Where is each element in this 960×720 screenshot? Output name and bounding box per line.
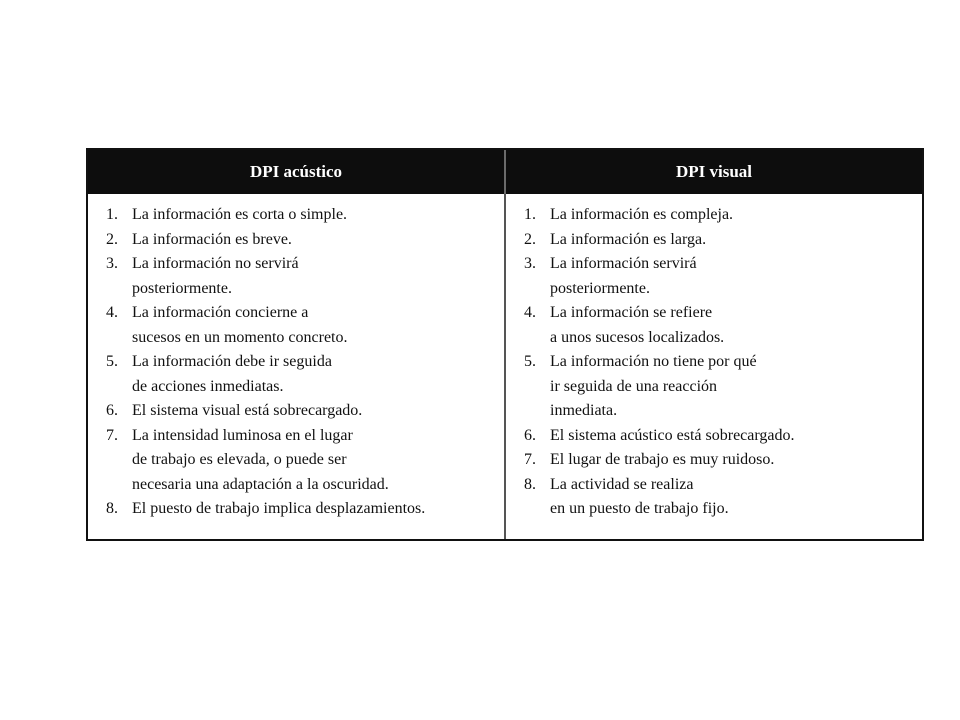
item-number: 3.: [106, 255, 118, 272]
item-number: 4.: [106, 304, 118, 321]
item-text: La información no servirá posteriormente.: [132, 255, 299, 297]
table-header-row: [88, 150, 922, 194]
list-item: [524, 424, 912, 449]
item-number: 2.: [106, 230, 118, 248]
visual-list: [524, 203, 912, 522]
item-number: 6.: [524, 426, 536, 444]
item-number: 6.: [106, 402, 118, 419]
acustico-list: [106, 203, 494, 522]
item-number: 5.: [524, 353, 536, 370]
item-number: 8.: [524, 475, 536, 493]
item-text: El sistema visual está sobrecargado.: [132, 402, 363, 419]
header-dpi-visual: DPI visual: [675, 162, 753, 181]
item-text: La información concierne a sucesos en un momento concreto.: [132, 304, 348, 346]
item-text: El lugar de trabajo es muy ruidoso.: [550, 451, 775, 468]
item-text: La intensidad luminosa en el lugar de trabajo es elevada, o puede ser necesaria una adaptación a la oscuridad.: [132, 426, 389, 493]
item-text: La información debe ir seguida de acciones inmediatas.: [132, 353, 332, 395]
item-text: El puesto de trabajo implica desplazamientos.: [132, 500, 426, 517]
list-item: [524, 473, 912, 522]
item-text: La información es larga.: [550, 230, 707, 248]
list-item: [524, 448, 912, 473]
item-text: La información es breve.: [132, 230, 292, 248]
item-number: 2.: [524, 230, 536, 248]
item-text: La información servirá posteriormente.: [550, 255, 697, 297]
list-item: [106, 497, 494, 522]
item-number: 5.: [106, 353, 118, 370]
list-item: [524, 228, 912, 253]
list-item: [524, 203, 912, 228]
item-text: La información es compleja.: [550, 206, 734, 223]
item-number: 3.: [524, 255, 536, 272]
item-number: 1.: [106, 206, 118, 223]
item-text: La información se refiere a unos sucesos localizados.: [550, 304, 725, 346]
list-item: [106, 301, 494, 350]
column-visual: [506, 194, 922, 539]
item-number: 1.: [524, 206, 536, 223]
list-item: [106, 399, 494, 424]
list-item: [106, 228, 494, 253]
item-text: La información es corta o simple.: [132, 206, 348, 223]
list-item: [524, 252, 912, 301]
item-text: La información no tiene por qué ir seguida de una reacción inmediata.: [550, 353, 757, 419]
item-number: 4.: [524, 304, 536, 321]
list-item: [106, 424, 494, 498]
item-text: El sistema acústico está sobrecargado.: [550, 426, 795, 444]
list-item: [106, 252, 494, 301]
item-number: 8.: [106, 500, 118, 517]
item-number: 7.: [106, 426, 118, 444]
list-item: [524, 301, 912, 350]
header-dpi-acustico: DPI acústico: [88, 150, 506, 194]
item-text: La actividad se realiza en un puesto de trabajo fijo.: [550, 475, 729, 517]
list-item: [106, 350, 494, 399]
column-acustico: [88, 194, 506, 539]
list-item: [524, 350, 912, 424]
table-body-row: [88, 194, 922, 539]
list-item: [106, 203, 494, 228]
dpi-comparison-table: [86, 148, 924, 541]
item-number: 7.: [524, 451, 536, 468]
